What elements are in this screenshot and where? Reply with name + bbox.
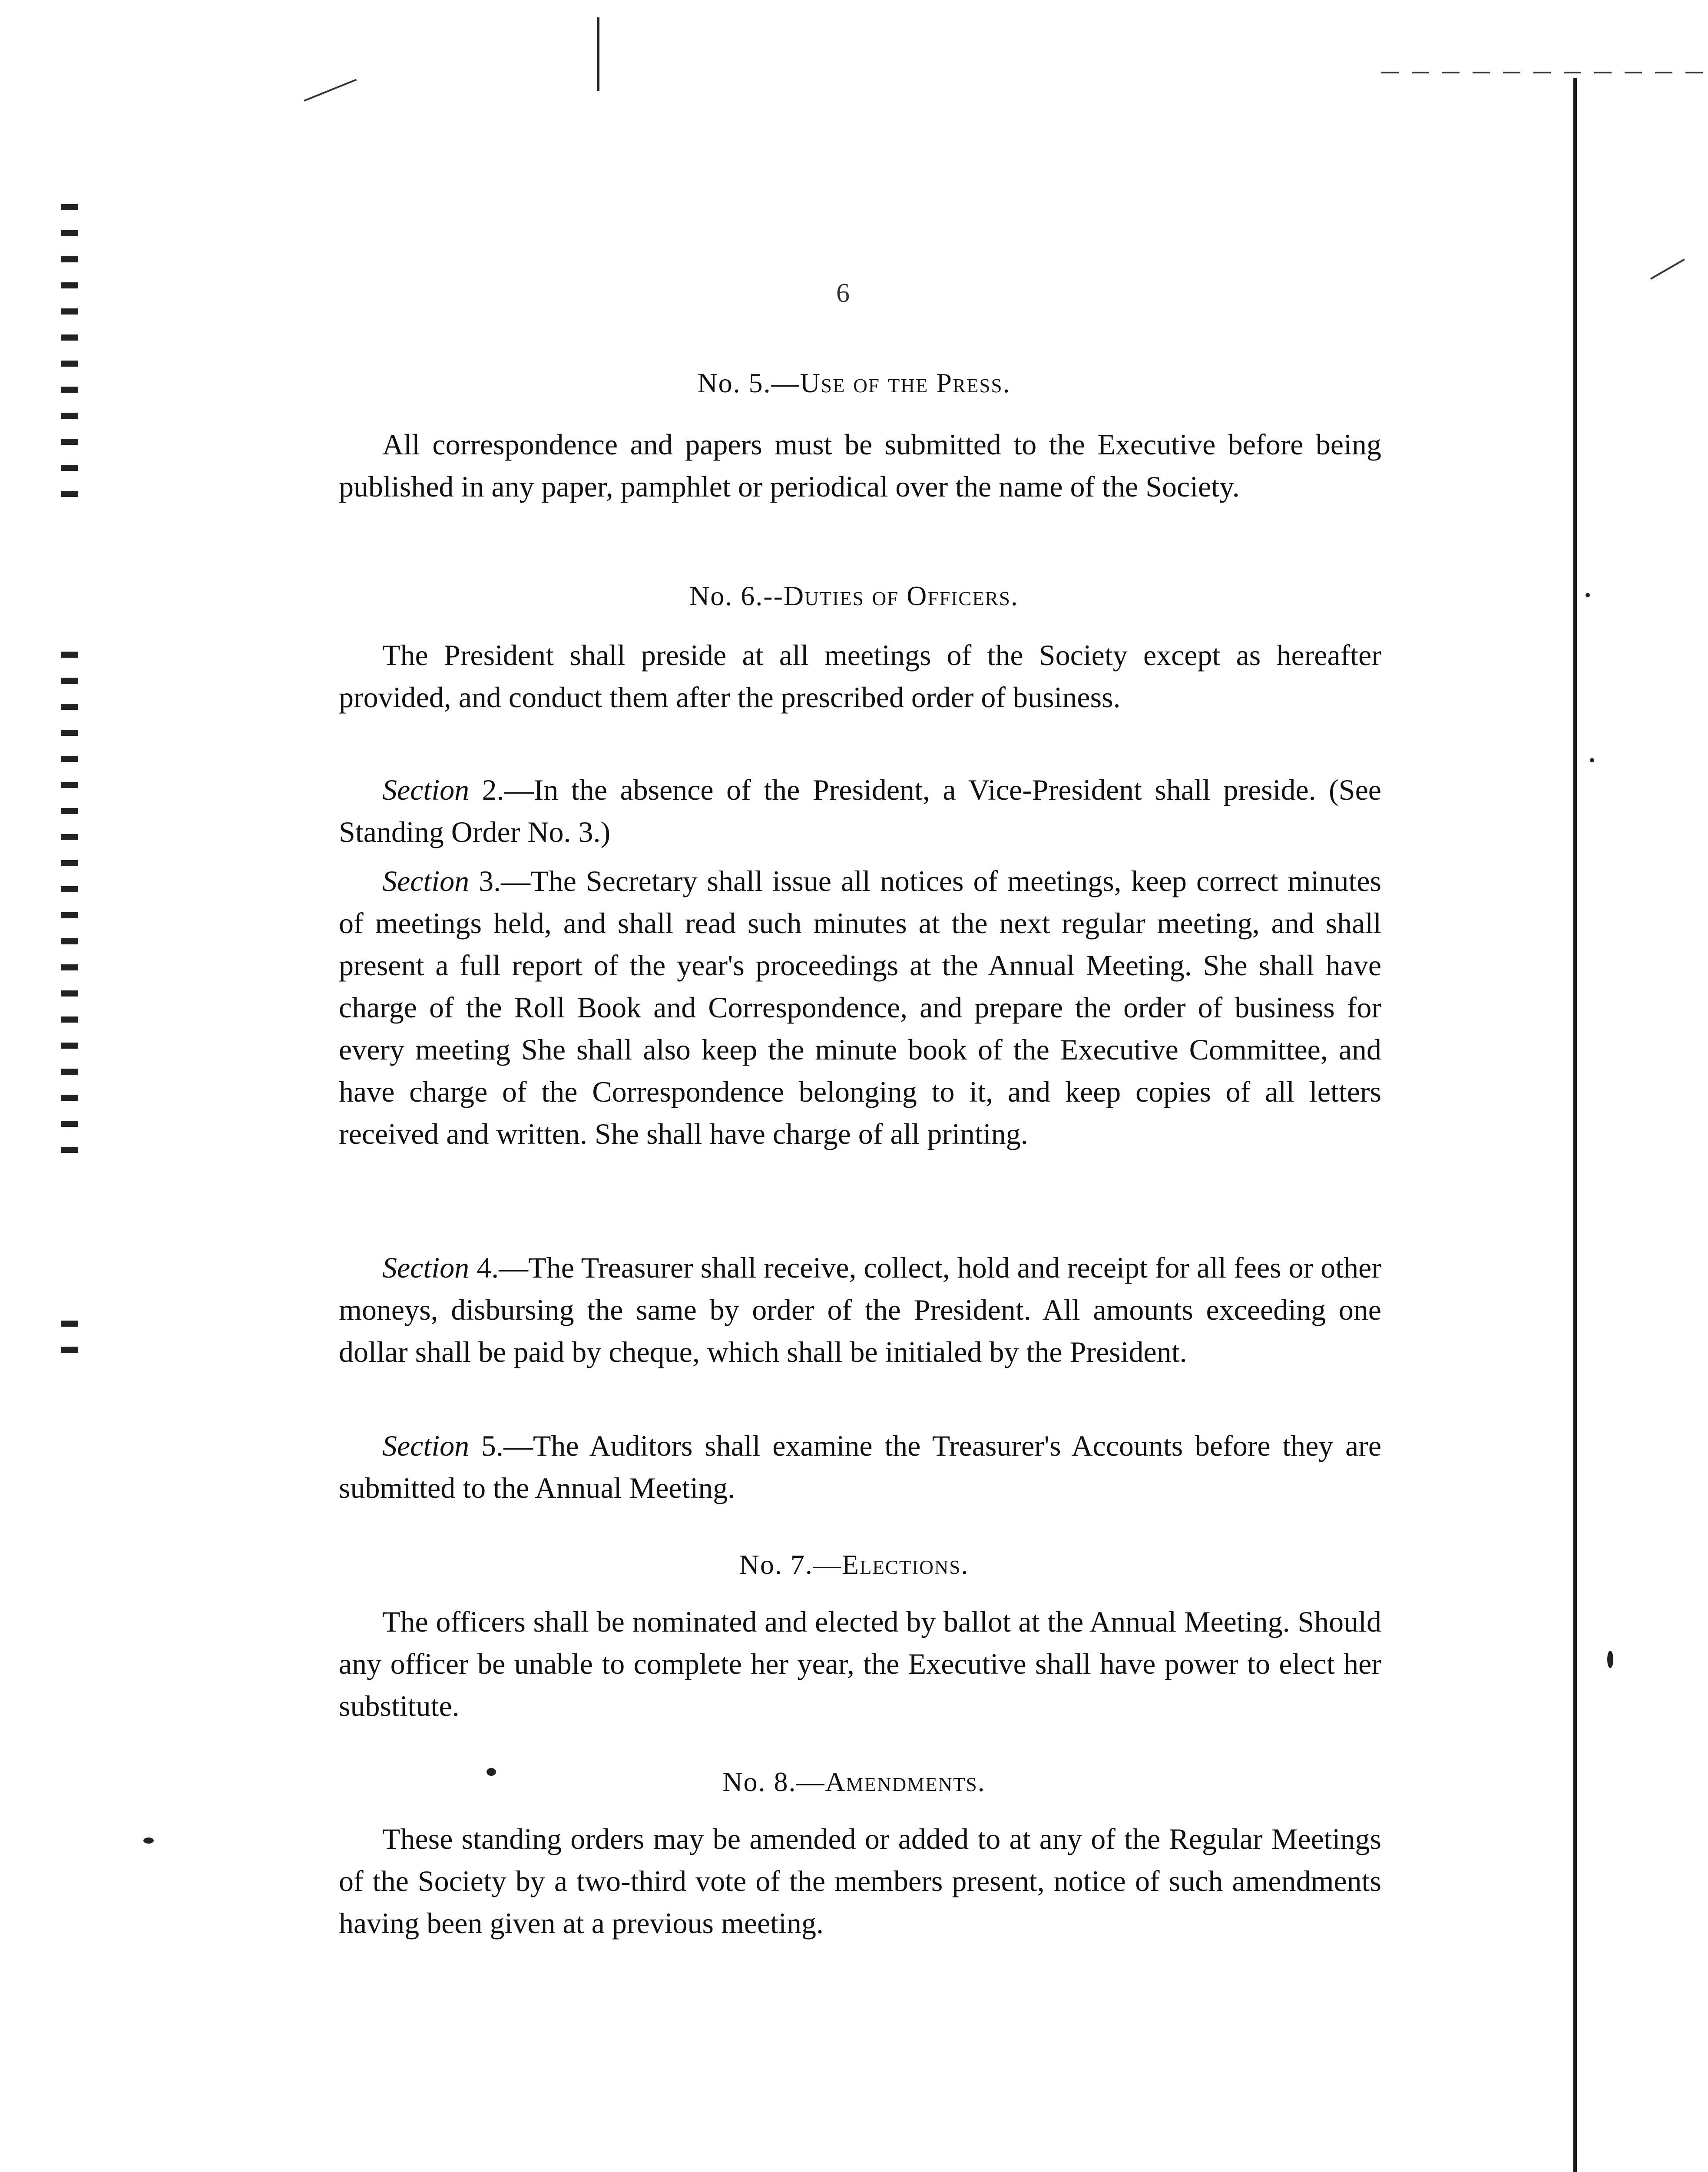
heading-title: Duties of Officers. [783, 580, 1019, 611]
section-label: Section [382, 1251, 470, 1284]
section-heading-no7 [0, 1549, 1708, 1581]
paragraph-text: These standing orders may be amended or added to at any of the Regular Meetings of the Society by a two-third vote of the members present, notice of such amendments having been given at a previous meeting. [339, 1822, 1381, 1940]
section-label: Section [382, 864, 470, 897]
heading-title: Elections. [841, 1549, 969, 1580]
section-label: Section [382, 1429, 470, 1462]
paragraph-text: 4.—The Treasurer shall receive, collect, hold and receipt for all fees or other moneys, disbursing the same by order of the President. All amounts exceeding one dollar shall be paid by cheque, which shall be initialed by the President. [339, 1251, 1381, 1368]
heading-number: No. 6.-- [689, 580, 784, 611]
paragraph-text: 2.—In the absence of the President, a Vice-President shall preside. (See Standing Order No. 3.) [339, 773, 1381, 848]
paragraph-text: The officers shall be nominated and elected by ballot at the Annual Meeting. Should any officer be unable to complete her year, the Executive shall have power to elect her substitute. [339, 1605, 1381, 1722]
paragraph-elections [339, 1601, 1381, 1727]
heading-number: No. 8.— [722, 1766, 825, 1797]
paragraph-text: 3.—The Secretary shall issue all notices of meetings, keep correct minutes of meetings held, and shall read such minutes at the next regular meeting, and shall present a full report of the year's proceedings at the Annual Meeting. She shall have charge of the Roll Book and Correspondence, and prepare the order of business for every meeting She shall also keep the minute book of the Executive Committee, and have charge of the Correspondence belonging to it, and keep copies of all letters received and written. She shall have charge of all printing. [339, 864, 1381, 1150]
paragraph-section-4 [339, 1247, 1381, 1373]
page-number: 6 [836, 278, 850, 308]
scan-artifact-fleck [1590, 758, 1594, 762]
paragraph-section-5 [339, 1425, 1381, 1509]
heading-title: Use of the Press. [800, 368, 1011, 398]
scan-artifact-stroke [1650, 258, 1685, 279]
scan-artifact-left-marks [61, 1321, 78, 1360]
section-heading-no6 [0, 580, 1708, 612]
heading-number: No. 7.— [739, 1549, 842, 1580]
scan-artifact-fleck [1607, 1651, 1613, 1668]
scan-artifact-left-marks [61, 204, 78, 500]
scan-artifact-dashes [1381, 72, 1707, 73]
scan-artifact-fleck [143, 1838, 154, 1844]
section-label: Section [382, 773, 470, 806]
paragraph-amendments [339, 1818, 1381, 1944]
paragraph-use-of-press [339, 424, 1381, 508]
section-heading-no8 [0, 1766, 1708, 1798]
paragraph-president [339, 634, 1381, 718]
section-heading-no5 [0, 367, 1708, 399]
scan-artifact-left-marks [61, 652, 78, 1173]
paragraph-text: The President shall preside at all meetings of the Society except as hereafter provided, and conduct them after the prescribed order of business. [339, 639, 1381, 714]
heading-title: Amendments. [825, 1766, 986, 1797]
paragraph-section-2 [339, 769, 1381, 853]
heading-number: No. 5.— [697, 368, 800, 398]
scan-artifact-stroke [304, 79, 357, 101]
paragraph-text: All correspondence and papers must be submitted to the Executive before being published in any paper, pamphlet or periodical over the name of the Society. [339, 428, 1381, 503]
paragraph-section-3 [339, 860, 1381, 1155]
paragraph-text: 5.—The Auditors shall examine the Treasurer's Accounts before they are submitted to the Annual Meeting. [339, 1429, 1381, 1504]
scan-artifact-line [597, 17, 599, 91]
